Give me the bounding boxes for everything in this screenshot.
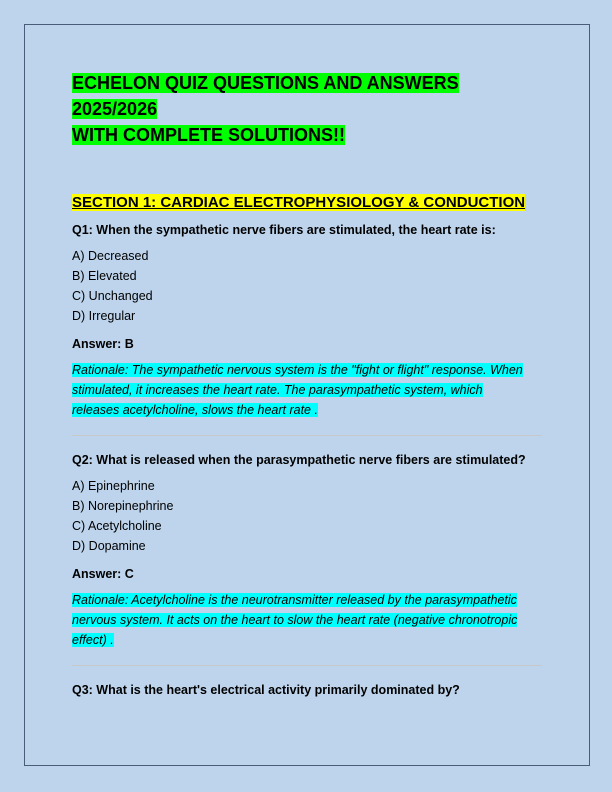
question-text: Q2: What is released when the parasympathetic nerve fibers are stimulated?	[72, 453, 526, 467]
divider	[72, 435, 542, 436]
document-title	[72, 70, 542, 148]
answer-key: Answer: B	[72, 337, 134, 351]
question-text: Q3: What is the heart's electrical activity primarily dominated by?	[72, 683, 460, 697]
answer-key: Answer: C	[72, 567, 134, 581]
option-b: B) Elevated	[72, 269, 137, 283]
option-c: C) Acetylcholine	[72, 519, 162, 533]
rationale-line: nervous system. It acts on the heart to slow the heart rate (negative chronotropic	[72, 613, 518, 627]
option-b: B) Norepinephrine	[72, 499, 174, 513]
document-content	[72, 70, 542, 706]
rationale-line: effect) .	[72, 633, 114, 647]
option-d: D) Irregular	[72, 309, 136, 323]
rationale-line: Rationale: Acetylcholine is the neurotransmitter released by the parasympathetic	[72, 593, 517, 607]
title-line-2: WITH COMPLETE SOLUTIONS!!	[72, 125, 345, 145]
question-block-3	[72, 680, 542, 700]
rationale-line: Rationale: The sympathetic nervous system is the "fight or flight" response. When	[72, 363, 523, 377]
rationale	[72, 360, 542, 420]
title-line-1: ECHELON QUIZ QUESTIONS AND ANSWERS 2025/2026	[72, 73, 459, 119]
rationale-line: releases acetylcholine, slows the heart rate .	[72, 403, 318, 417]
rationale-line: stimulated, it increases the heart rate. The parasympathetic system, which	[72, 383, 483, 397]
divider	[72, 665, 542, 666]
answer-options	[72, 476, 542, 556]
answer-options	[72, 246, 542, 326]
option-a: A) Decreased	[72, 249, 149, 263]
option-d: D) Dopamine	[72, 539, 146, 553]
section-title-text: SECTION 1: CARDIAC ELECTROPHYSIOLOGY & CONDUCTION	[72, 194, 526, 211]
question-text: Q1: When the sympathetic nerve fibers are stimulated, the heart rate is:	[72, 223, 496, 237]
question-block-2	[72, 450, 542, 650]
option-c: C) Unchanged	[72, 289, 153, 303]
question-block-1	[72, 220, 542, 420]
section-title	[72, 192, 542, 214]
rationale	[72, 590, 542, 650]
option-a: A) Epinephrine	[72, 479, 155, 493]
